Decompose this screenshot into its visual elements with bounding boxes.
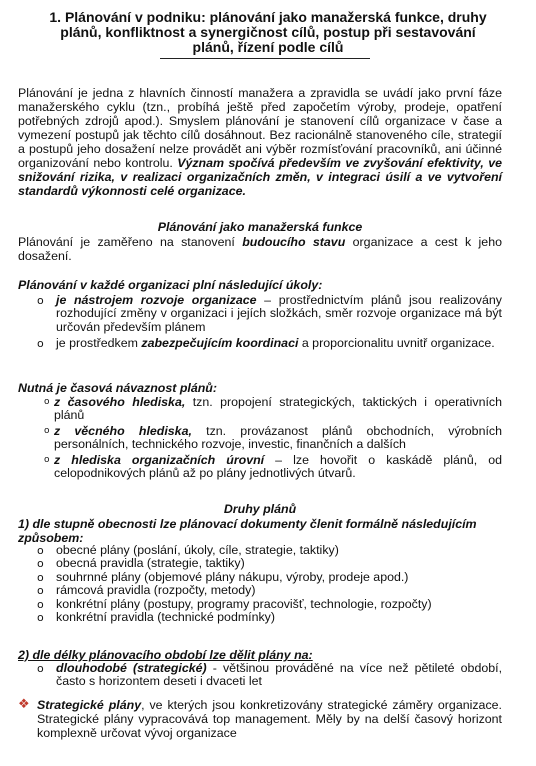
continuity-bold: z hlediska organizačních úrovní: [54, 452, 265, 467]
strategic-text: , ve kterých jsou konkretizovány strategické záměry organizace. Strategické plány vypracovává top management. Měly by na delší časový horizont komplexně určovat vývoj organizace: [37, 698, 502, 740]
period-bold: dlouhodobé (strategické): [56, 661, 207, 675]
small-circle-bullet-icon: o: [44, 425, 50, 436]
continuity-heading: Nutná je časová návaznost plánů:: [18, 381, 217, 395]
list-item: o souhrnné plány (objemové plány nákupu, výroby, prodeje apod.): [37, 569, 409, 584]
list-item: [44, 452, 502, 481]
list-item: o obecné plány (poslání, úkoly, cíle, strategie, taktiky): [37, 543, 339, 557]
task-text: – prostřednictvím plánů jsou realizovány rozhodující změny v organizaci i jejích složkách, směr rozvoje organizace má být určován především plánem: [56, 293, 502, 334]
circle-bullet-icon: o: [37, 570, 44, 584]
continuity-bold: z věcného hlediska,: [54, 423, 192, 438]
list-item: [37, 293, 502, 334]
tasks-heading: Plánování v každé organizaci plní následující úkoly:: [18, 278, 323, 292]
title-line-2: plánů, konfliktnost a synergičnost cílů, postup při sestavování: [60, 24, 476, 40]
intro-paragraph: [18, 86, 502, 198]
small-circle-bullet-icon: o: [44, 454, 50, 465]
title-line-3: plánů, řízení podle cílů: [192, 39, 344, 55]
section1-text-a: Plánování je zaměřeno na stanovení: [18, 235, 235, 249]
types-heading: Druhy plánů: [223, 502, 297, 516]
circle-bullet-icon: o: [37, 544, 44, 557]
small-circle-bullet-icon: o: [44, 397, 50, 407]
types-list-1: [37, 543, 502, 625]
list-item: o konkrétní pravidla (technické podmínky): [37, 610, 276, 625]
types-subheading-2: 2) dle délky plánovacího období lze dělit plány na:: [18, 648, 313, 662]
document-title: [18, 10, 518, 55]
intro-bold-text: Význam spočívá především ve zvyšování efektivity, ve snižování rizika, v realizaci organizačních změn, v integraci úsilí a ve vytvoření standardů výkonnosti celé organizace.: [18, 156, 502, 198]
task-bold: je nástrojem rozvoje organizace: [56, 293, 257, 307]
list-item: [37, 336, 502, 351]
list-item: o rámcová pravidla (rozpočty, metody): [37, 583, 256, 598]
continuity-text: – lze hovořit o kaskádě plánů, od celopodnikových plánů až po plány jednotlivých útvarů.: [54, 452, 502, 481]
task-bold: zabezpečujícím koordinaci: [141, 336, 299, 351]
title-underline: [160, 58, 370, 59]
circle-bullet-icon: o: [37, 584, 44, 598]
task-text: a proporcionalitu uvnitř organizace.: [298, 336, 495, 351]
circle-bullet-icon: o: [37, 337, 44, 351]
types-list-2: [37, 661, 503, 689]
strategic-plans-paragraph: [37, 698, 502, 740]
circle-bullet-icon: o: [37, 294, 44, 307]
circle-bullet-icon: o: [37, 662, 44, 675]
list-item: o obecná pravidla (strategie, taktiky): [37, 556, 245, 571]
continuity-bold: z časového hlediska,: [54, 395, 186, 409]
circle-bullet-icon: o: [37, 611, 44, 625]
title-line-1: 1. Plánování v podniku: plánování jako manažerská funkce, druhy: [49, 9, 487, 25]
types-subheading-1: 1) dle stupně obecnosti lze plánovací dokumenty členit formálně následujícím způsobem:: [18, 517, 477, 545]
section1-text-b: organizace a cest k jeho dosažení.: [18, 235, 502, 263]
continuity-text: tzn. provázanost plánů obchodních, výrobních personálních, technického rozvoje, investic, finančních a dalších: [54, 423, 502, 452]
intro-text: Plánování je jedna z hlavních činností manažera a zpravidla se uvádí jako první fáze manažerského cyklu (tzn., probíhá ještě před započetím výroby, prodeje, opatření potřebných zdrojů apod.). Smyslem plánování je stanovení cílů organizace v čase a vymezení postupů jak těchto cílů dosáhnout. Bez racionálně stanoveného cíle, strategií a postupů jeho dosažení nelze provádět ani výběr rozmísťování pracovníků, ani účinné organizování nebo kontrolu.: [18, 86, 502, 170]
section1-text-bold: budoucího stavu: [242, 235, 346, 249]
period-text: - většinou prováděné na více než pětileté období, často s horizontem deseti i dvaceti let: [56, 661, 503, 689]
continuity-list: [44, 395, 502, 481]
list-item: o konkrétní plány (postupy, programy pracovišť, technologie, rozpočty): [37, 596, 432, 611]
circle-bullet-icon: o: [37, 557, 44, 571]
list-item: [37, 661, 503, 689]
strategic-bold: Strategické plány: [37, 698, 142, 712]
tasks-list: [37, 293, 502, 351]
red-diamond-bullet-icon: ❖: [18, 697, 30, 712]
continuity-text: tzn. propojení strategických, taktických i operativních plánů: [54, 395, 502, 423]
list-item: [44, 395, 502, 423]
list-item: [44, 423, 502, 452]
task-pre: je prostředkem: [56, 336, 142, 351]
section1-paragraph: [18, 235, 502, 263]
section-heading-managerial: Plánování jako manažerská funkce: [157, 220, 363, 234]
circle-bullet-icon: o: [37, 597, 44, 611]
